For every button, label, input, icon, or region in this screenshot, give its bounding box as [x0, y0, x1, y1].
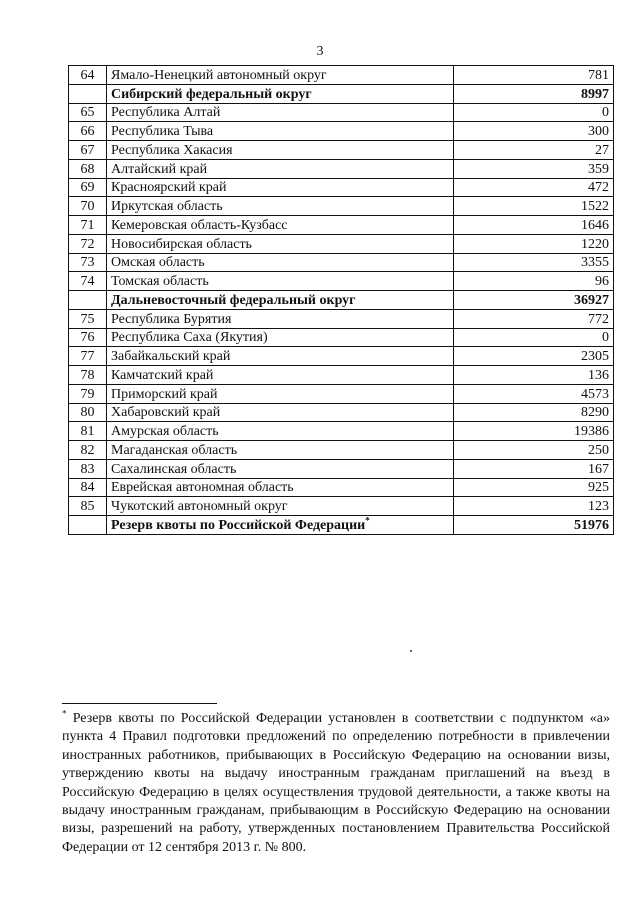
row-number: 81 — [69, 422, 107, 441]
row-number: 82 — [69, 441, 107, 460]
quota-value: 472 — [454, 178, 614, 197]
region-name-text: Амурская область — [111, 424, 219, 439]
row-number — [69, 516, 107, 535]
region-name-text: Республика Алтай — [111, 105, 221, 121]
region-name — [107, 159, 454, 178]
region-name-text: Забайкальский край — [111, 349, 231, 364]
region-name — [107, 178, 454, 197]
table-row — [69, 441, 614, 460]
region-name-text: Алтайский край — [111, 161, 208, 177]
region-name — [107, 384, 454, 403]
table-row — [69, 234, 614, 253]
region-name-text: Дальневосточный федеральный округ — [111, 292, 356, 308]
region-name — [107, 516, 454, 535]
footnote-separator — [62, 703, 217, 704]
row-number: 75 — [69, 309, 107, 328]
quota-value: 781 — [454, 66, 614, 85]
footnote — [62, 710, 610, 857]
table-row — [69, 66, 614, 85]
region-name — [107, 141, 454, 160]
quota-value: 4573 — [454, 384, 614, 403]
table-row — [69, 272, 614, 291]
row-number: 70 — [69, 197, 107, 216]
quota-value: 19386 — [454, 422, 614, 441]
region-name-text: Хабаровский край — [111, 405, 221, 421]
table-row — [69, 328, 614, 347]
row-number: 79 — [69, 384, 107, 403]
footnote-mark: * — [62, 708, 67, 719]
quota-value: 167 — [454, 459, 614, 478]
quota-value: 2305 — [454, 347, 614, 366]
region-name — [107, 459, 454, 478]
region-name — [107, 478, 454, 497]
quota-value: 300 — [454, 122, 614, 141]
row-number: 77 — [69, 347, 107, 366]
quota-value: 1220 — [454, 234, 614, 253]
region-name-text: Магаданская область — [111, 442, 238, 458]
row-number: 68 — [69, 159, 107, 178]
row-number: 76 — [69, 328, 107, 347]
footnote-reference: * — [365, 515, 370, 526]
region-name — [107, 272, 454, 291]
table-row — [69, 384, 614, 403]
quota-value: 250 — [454, 441, 614, 460]
quota-value: 123 — [454, 497, 614, 516]
quota-value: 96 — [454, 272, 614, 291]
table-row — [69, 197, 614, 216]
table-row — [69, 103, 614, 122]
table-row — [69, 216, 614, 235]
region-name — [107, 422, 454, 441]
table-row — [69, 403, 614, 422]
region-name — [107, 84, 454, 103]
region-name-text: Республика Хакасия — [111, 142, 233, 158]
region-name — [107, 216, 454, 235]
row-number — [69, 84, 107, 103]
row-number: 83 — [69, 459, 107, 478]
row-number — [69, 291, 107, 310]
region-name — [107, 66, 454, 85]
row-number: 69 — [69, 178, 107, 197]
table-row — [69, 459, 614, 478]
region-name-text: Камчатский край — [111, 367, 214, 383]
row-number: 67 — [69, 141, 107, 160]
quota-value: 925 — [454, 478, 614, 497]
region-name — [107, 366, 454, 385]
row-number: 71 — [69, 216, 107, 235]
quota-value: 27 — [454, 141, 614, 160]
quota-table — [68, 65, 614, 535]
table-row-subtotal — [69, 291, 614, 310]
table-row — [69, 366, 614, 385]
table-row — [69, 159, 614, 178]
row-number: 66 — [69, 122, 107, 141]
region-name-text: Иркутская область — [111, 199, 223, 214]
quota-value: 0 — [454, 328, 614, 347]
table-row — [69, 309, 614, 328]
region-name-text: Сахалинская область — [111, 461, 237, 477]
region-name-text: Резерв квоты по Российской Федерации — [111, 517, 366, 533]
region-name-text: Томская область — [111, 274, 209, 289]
row-number: 84 — [69, 478, 107, 497]
region-name-text: Ямало-Ненецкий автономный округ — [111, 67, 327, 83]
table-row — [69, 347, 614, 366]
quota-table-body — [69, 66, 614, 535]
quota-value: 359 — [454, 159, 614, 178]
table-row — [69, 178, 614, 197]
region-name-text: Кемеровская область-Кузбасс — [111, 217, 288, 233]
region-name-text: Республика Тыва — [111, 124, 214, 139]
quota-value: 136 — [454, 366, 614, 385]
region-name-text: Еврейская автономная область — [111, 480, 294, 496]
region-name-text: Омская область — [111, 255, 205, 271]
table-row — [69, 253, 614, 272]
page-number: 3 — [316, 44, 324, 59]
footnote-text: Резерв квоты по Российской Федерации установлен в соответствии с подпунктом «а» пункта 4 Правил подготовки предложений по определению потребности в привлечении иностранных работников, прибывающих в Российскую Федерацию на основании визы, утверждению квоты на выдачу иностранным гражданам приглашений на въезд в Российскую Федерацию в целях осуществления трудовой деятельности, а также квоты на выдачу иностранным гражданам, прибывающим в Российскую Федерацию на основании визы, разрешений на работу, утвержденных постановлением Правительства Российской Федерации от 12 сентября 2013 г. № 800. — [62, 711, 611, 855]
table-row — [69, 422, 614, 441]
region-name-text: Приморский край — [111, 386, 218, 402]
row-number: 74 — [69, 272, 107, 291]
region-name-text: Республика Саха (Якутия) — [111, 330, 268, 346]
region-name-text: Красноярский край — [111, 180, 227, 196]
region-name — [107, 441, 454, 460]
quota-value: 0 — [454, 103, 614, 122]
region-name-text: Сибирский федеральный округ — [111, 86, 312, 102]
region-name — [107, 122, 454, 141]
row-number: 64 — [69, 66, 107, 85]
row-number: 85 — [69, 497, 107, 516]
scan-speck — [410, 650, 412, 652]
quota-value: 8997 — [454, 84, 614, 103]
quota-value: 51976 — [454, 516, 614, 535]
region-name — [107, 197, 454, 216]
region-name — [107, 328, 454, 347]
region-name-text: Республика Бурятия — [111, 311, 232, 327]
quota-value: 1522 — [454, 197, 614, 216]
quota-value: 1646 — [454, 216, 614, 235]
row-number: 73 — [69, 253, 107, 272]
row-number: 78 — [69, 366, 107, 385]
region-name — [107, 347, 454, 366]
table-row-subtotal — [69, 84, 614, 103]
quota-value: 772 — [454, 309, 614, 328]
region-name — [107, 234, 454, 253]
row-number: 65 — [69, 103, 107, 122]
region-name-text: Чукотский автономный округ — [111, 499, 288, 514]
region-name — [107, 497, 454, 516]
table-row — [69, 478, 614, 497]
table-row — [69, 122, 614, 141]
row-number: 80 — [69, 403, 107, 422]
region-name-text: Новосибирская область — [111, 236, 252, 252]
table-row — [69, 497, 614, 516]
table-row — [69, 141, 614, 160]
quota-value: 3355 — [454, 253, 614, 272]
region-name — [107, 309, 454, 328]
quota-value: 8290 — [454, 403, 614, 422]
region-name — [107, 291, 454, 310]
quota-value: 36927 — [454, 291, 614, 310]
region-name — [107, 103, 454, 122]
table-row-subtotal — [69, 516, 614, 535]
region-name — [107, 253, 454, 272]
region-name — [107, 403, 454, 422]
row-number: 72 — [69, 234, 107, 253]
